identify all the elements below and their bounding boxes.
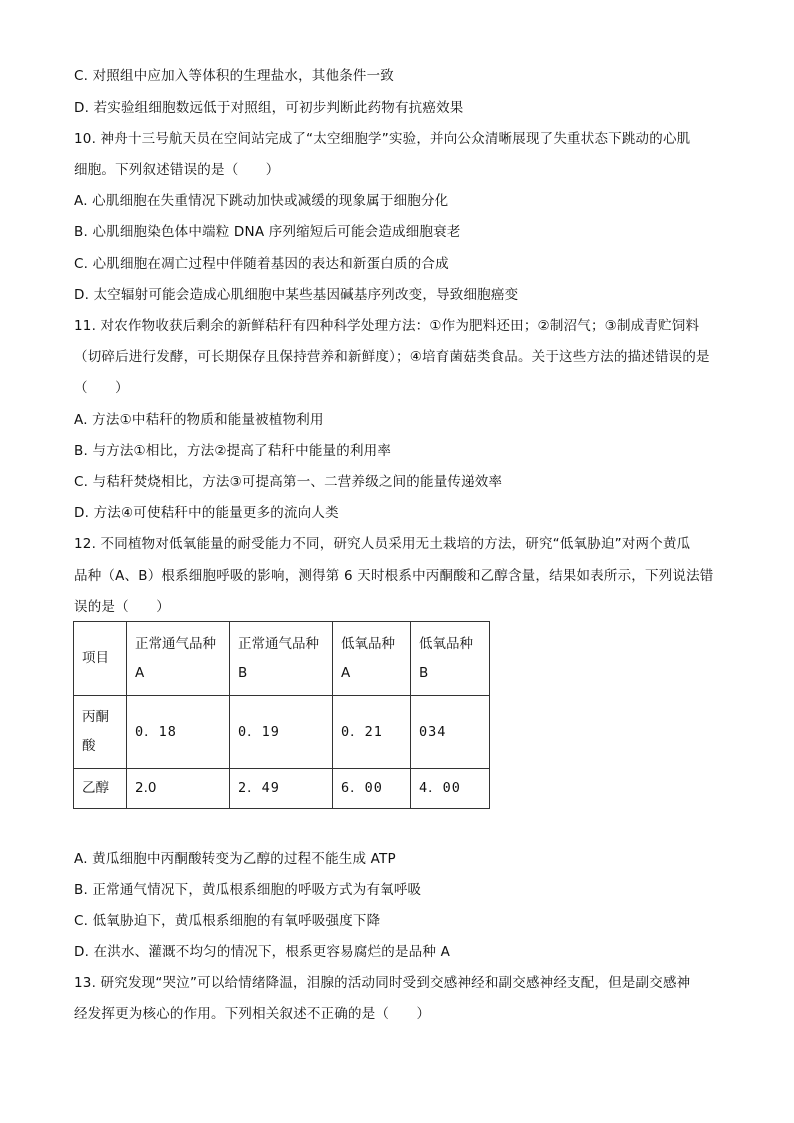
header-cell-hypoxia-a: 低氧品种 A [333,622,411,696]
header-cell-normal-a: 正常通气品种 A [127,622,230,696]
option-12a: A. 黄瓜细胞中丙酮酸转变为乙醇的过程不能生成 ATP [74,851,396,867]
option-11a: A. 方法①中秸秆的物质和能量被植物利用 [74,412,324,428]
option-10d: D. 太空辐射可能会造成心肌细胞中某些基因碱基序列改变，导致细胞癌变 [74,287,519,303]
option-10c: C. 心肌细胞在凋亡过程中伴随着基因的表达和新蛋白质的合成 [74,256,449,272]
option-12b: B. 正常通气情况下，黄瓜根系细胞的呼吸方式为有氧呼吸 [74,882,422,898]
header-cell-hypoxia-b: 低氧品种 B [411,622,490,696]
table-cell: 0．21 [333,696,411,769]
table-row [74,696,490,769]
table-cell: 034 [411,696,490,769]
table-cell: 2．49 [230,769,333,809]
results-table [73,621,490,809]
table-header-row [74,622,490,696]
question-11-stem-line-1: 11. 对农作物收获后剩余的新鲜秸秆有四种科学处理方法：①作为肥料还田；②制沼气；③制成青贮饲料 [74,318,700,334]
row-label-pyruvate: 丙酮 酸 [74,696,127,769]
option-11d: D. 方法④可使秸秆中的能量更多的流向人类 [74,505,339,521]
question-12-stem-line-1: 12. 不同植物对低氧能量的耐受能力不同，研究人员采用无土栽培的方法，研究“低氧胁迫”对两个黄瓜 [74,536,691,552]
question-12-stem-line-2: 品种（A、B）根系细胞呼吸的影响，测得第 6 天时根系中丙酮酸和乙醇含量，结果如表所示，下列说法错 [74,568,714,584]
table-cell: 4．00 [411,769,490,809]
option-10a: A. 心肌细胞在失重情况下跳动加快或减缓的现象属于细胞分化 [74,193,449,209]
question-13-stem-line-1: 13. 研究发现“哭泣”可以给情绪降温，泪腺的活动同时受到交感神经和副交感神经支配，但是副交感神 [74,975,691,991]
option-12c: C. 低氧胁迫下，黄瓜根系细胞的有氧呼吸强度下降 [74,913,381,929]
question-10-stem-line-2: 细胞。下列叙述错误的是（ ） [74,162,280,178]
option-10b: B. 心肌细胞染色体中端粒 DNA 序列缩短后可能会造成细胞衰老 [74,224,461,240]
header-cell-item: 项目 [74,622,127,696]
option-9d: D. 若实验组细胞数远低于对照组，可初步判断此药物有抗癌效果 [74,100,464,116]
question-10-stem-line-1: 10. 神舟十三号航天员在空间站完成了“太空细胞学”实验，并向公众清晰展现了失重状态下跳动的心肌 [74,131,691,147]
option-11c: C. 与秸秆焚烧相比，方法③可提高第一、二营养级之间的能量传递效率 [74,474,503,490]
question-13-stem-line-2: 经发挥更为核心的作用。下列相关叙述不正确的是（ ） [74,1006,431,1022]
option-12d: D. 在洪水、灌溉不均匀的情况下，根系更容易腐烂的是品种 A [74,944,451,960]
table-row [74,769,490,809]
table-cell: 6．00 [333,769,411,809]
table-cell: 0．18 [127,696,230,769]
option-11b: B. 与方法①相比，方法②提高了秸秆中能量的利用率 [74,443,392,459]
question-11-stem-line-3: （ ） [74,380,129,396]
question-11-stem-line-2: （切碎后进行发酵，可长期保存且保持营养和新鲜度）；④培育菌菇类食品。关于这些方法的描述错误的是 [74,349,710,365]
table-cell: 2.0 [127,769,230,809]
row-label-ethanol: 乙醇 [74,769,127,809]
option-9c: C. 对照组中应加入等体积的生理盐水，其他条件一致 [74,68,395,84]
table-cell: 0．19 [230,696,333,769]
header-cell-normal-b: 正常通气品种 B [230,622,333,696]
question-12-stem-line-3: 误的是（ ） [74,599,170,615]
